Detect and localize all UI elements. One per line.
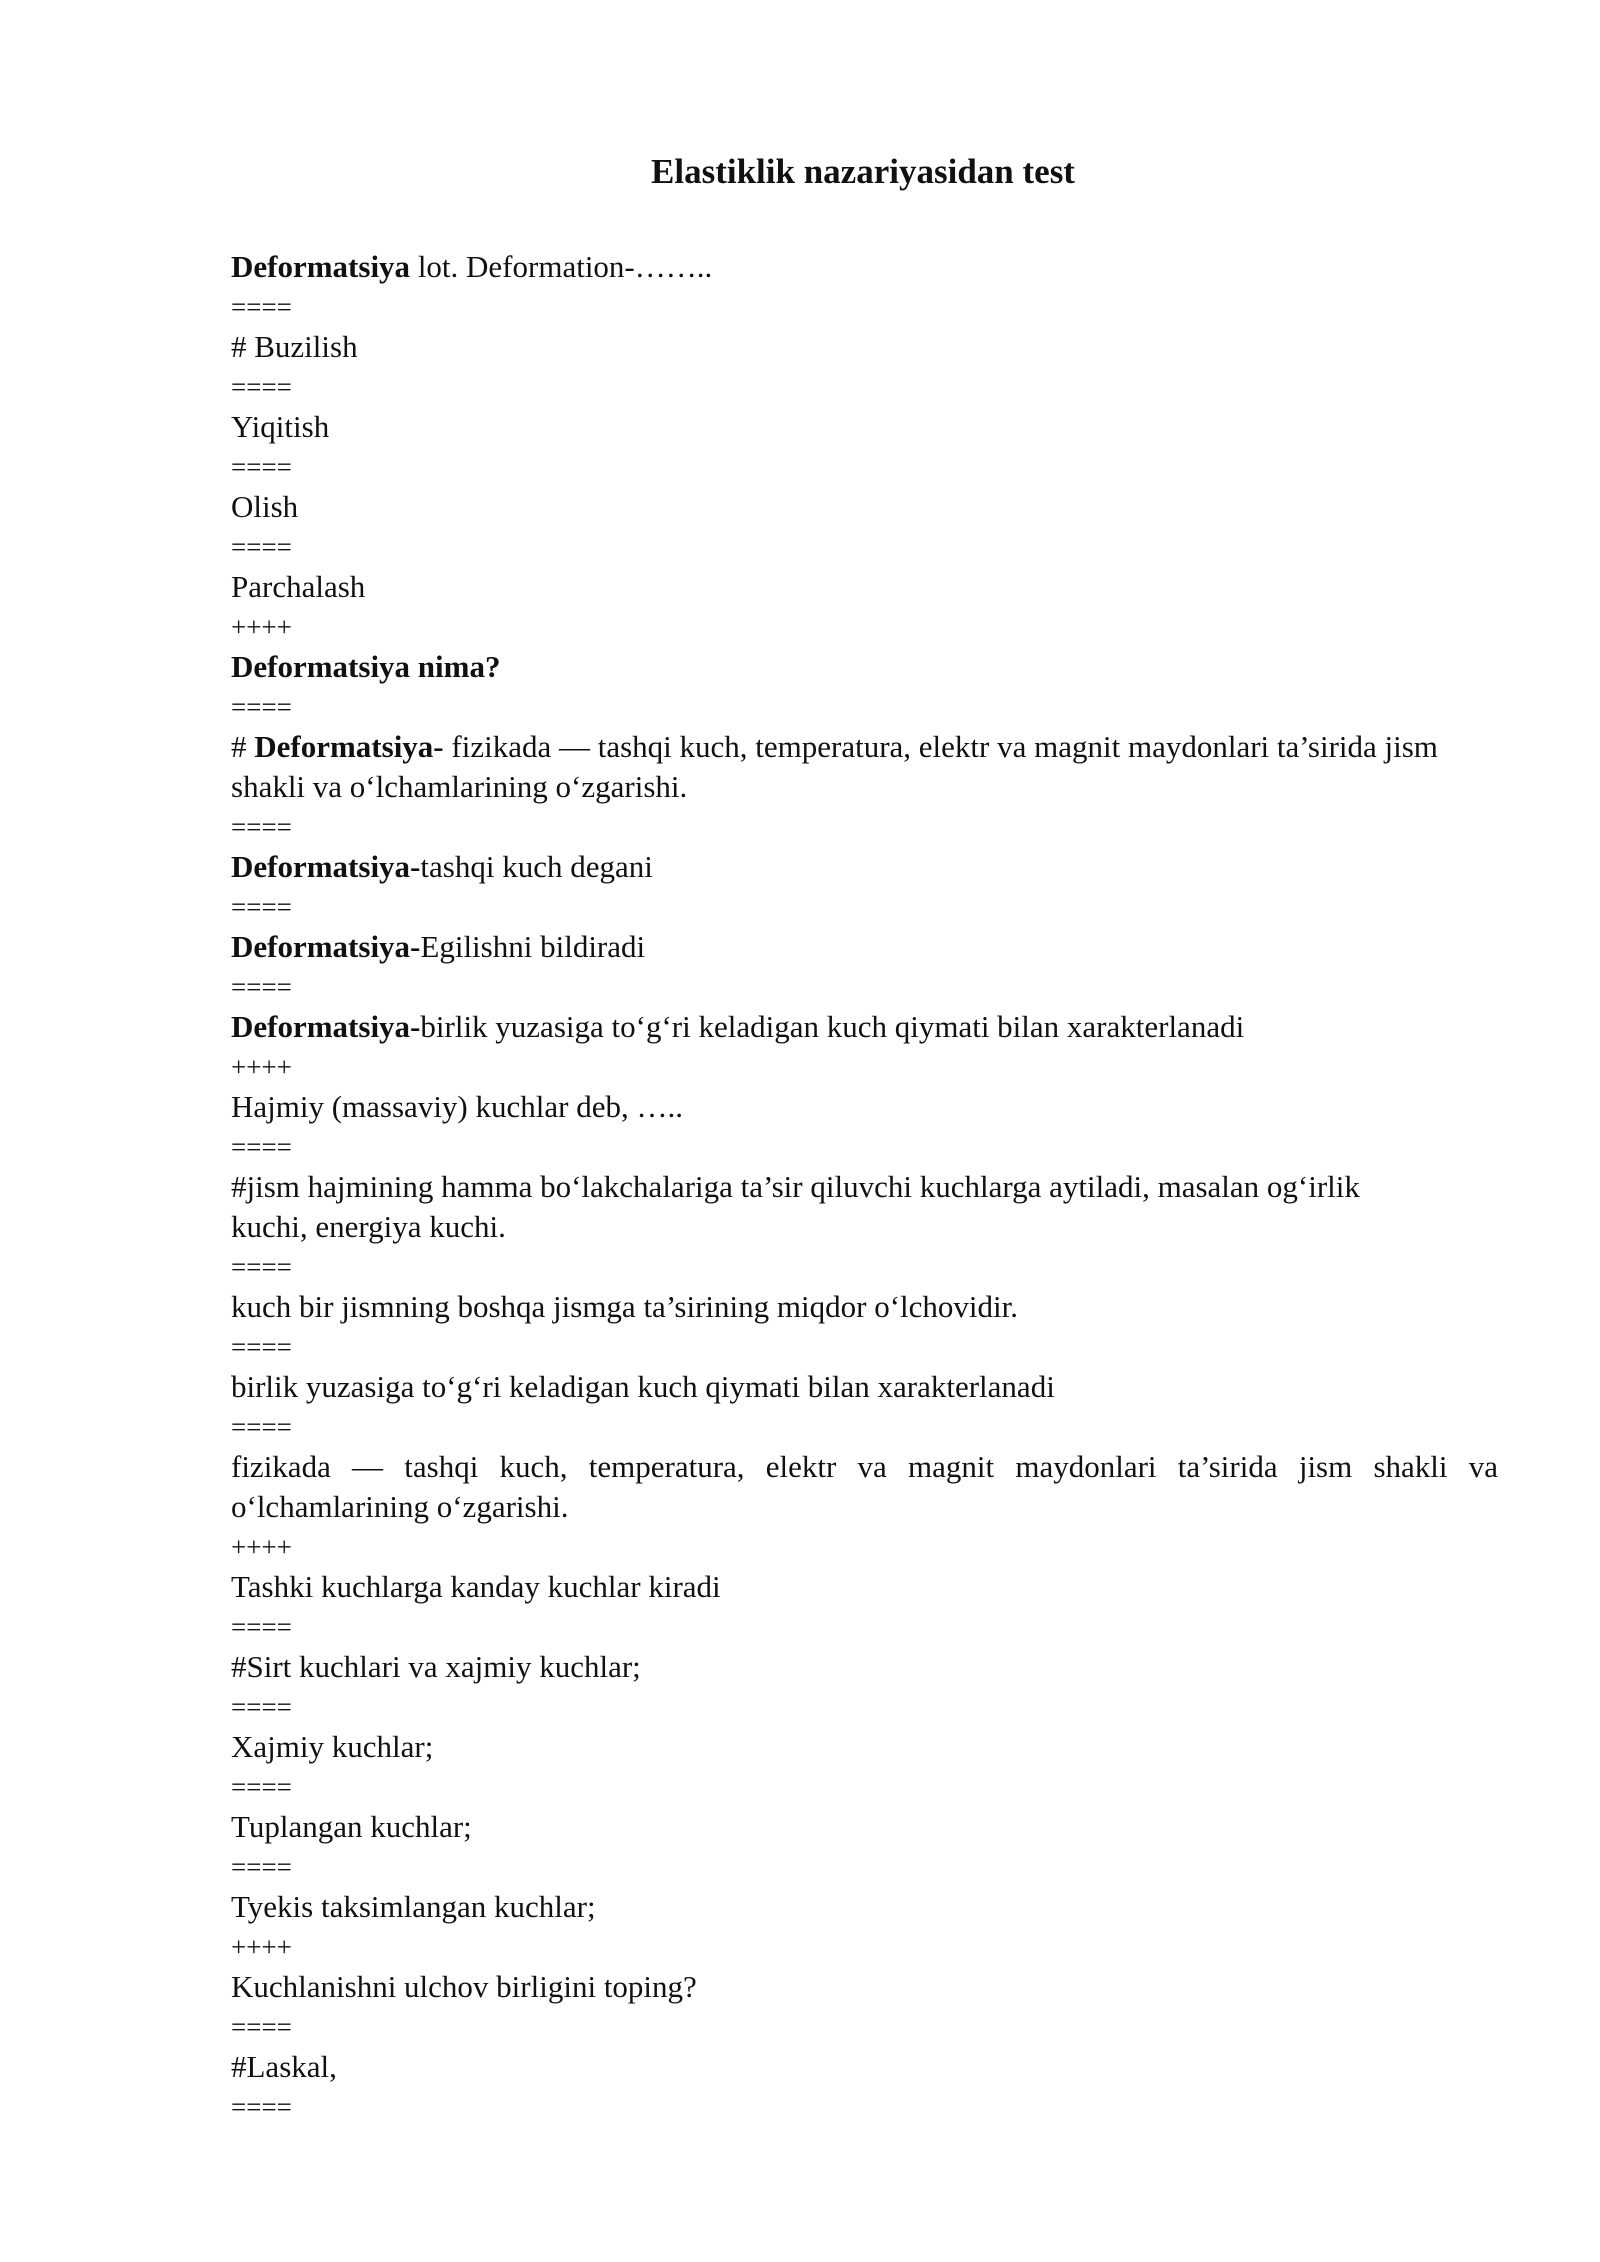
q2-answer-3: Deformatsiya-Egilishni bildiradi [231,929,646,964]
question-separator: ++++ [231,1932,292,1962]
answer-separator: ==== [231,2012,292,2042]
question-5: Kuchlanishni ulchov birligini toping? [231,1969,697,2004]
answer-separator: ==== [231,2092,292,2122]
answer-separator: ==== [231,1252,292,1282]
answer-separator: ==== [231,292,292,322]
q3-answer-1: #jism hajmining hamma bo‘lakchalariga ta’sir qiluvchi kuchlarga aytiladi, masalan og‘irlik kuchi, energiya kuchi. [231,1169,1360,1244]
answer-separator: ==== [231,892,292,922]
q1-answer-3: Olish [231,489,299,524]
q4-answer-3: Tuplangan kuchlar; [231,1809,472,1844]
document-title: Elastiklik nazariyasidan test [651,152,1075,191]
document-body [231,247,1498,2127]
question-separator: ++++ [231,612,292,642]
question-1: Deformatsiya lot. Deformation-…….. [231,249,713,284]
question-3: Hajmiy (massaviy) kuchlar deb, ….. [231,1089,683,1124]
q2-answer-2: Deformatsiya-tashqi kuch degani [231,849,653,884]
answer-separator: ==== [231,1852,292,1882]
question-2: Deformatsiya nima? [231,649,501,684]
answer-separator: ==== [231,1692,292,1722]
question-separator: ++++ [231,1052,292,1082]
q2-answer-1: # Deformatsiya- fizikada — tashqi kuch, temperatura, elektr va magnit maydonlari ta’sirida jism shakli va o‘lchamlarining o‘zgarishi. [231,729,1438,804]
q3-answer-4: fizikada — tashqi kuch, temperatura, elektr va magnit maydonlari ta’sirida jism shakli va o‘lchamlarining o‘zgarishi. [231,1449,1498,1524]
q4-answer-1: #Sirt kuchlari va xajmiy kuchlar; [231,1649,641,1684]
q3-answer-2: kuch bir jismning boshqa jismga ta’sirining miqdor o‘lchovidir. [231,1289,1018,1324]
answer-separator: ==== [231,1412,292,1442]
q1-answer-1: # Buzilish [231,329,358,364]
q2-answer-4: Deformatsiya-birlik yuzasiga to‘g‘ri keladigan kuch qiymati bilan xarakterlanadi [231,1009,1245,1044]
answer-separator: ==== [231,372,292,402]
q4-answer-4: Tyekis taksimlangan kuchlar; [231,1889,596,1924]
answer-separator: ==== [231,972,292,1002]
answer-separator: ==== [231,692,292,722]
answer-separator: ==== [231,812,292,842]
question-separator: ++++ [231,1532,292,1562]
q5-answer-1: #Laskal, [231,2049,337,2084]
q1-answer-2: Yiqitish [231,409,330,444]
q1-answer-4: Parchalash [231,569,366,604]
answer-separator: ==== [231,1332,292,1362]
answer-separator: ==== [231,1772,292,1802]
answer-separator: ==== [231,532,292,562]
answer-separator: ==== [231,1132,292,1162]
answer-separator: ==== [231,1612,292,1642]
question-4: Tashki kuchlarga kanday kuchlar kiradi [231,1569,721,1604]
q4-answer-2: Xajmiy kuchlar; [231,1729,434,1764]
answer-separator: ==== [231,452,292,482]
q3-answer-3: birlik yuzasiga to‘g‘ri keladigan kuch qiymati bilan xarakterlanadi [231,1369,1055,1404]
